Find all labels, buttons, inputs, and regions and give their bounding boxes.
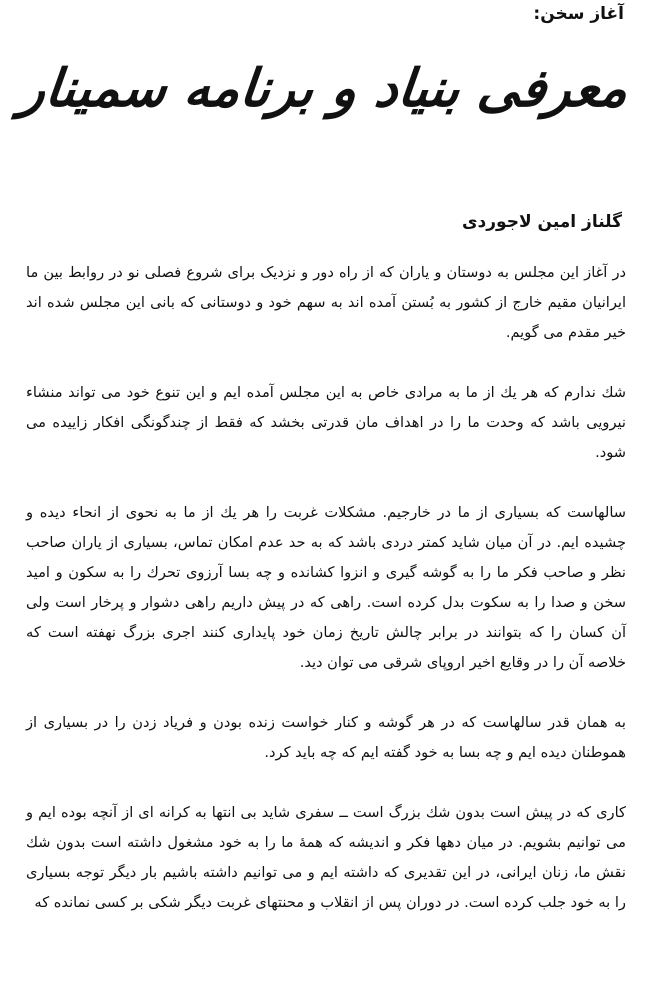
paragraph-2: شك ندارم که هر یك از ما به مرادی خاص به این مجلس آمده ایم و این تنوع خود می تواند منشاء نیرویی باشد که وحدت ما را در اهداف مان قدرتی بخشد که فقط از چندگونگی افکار زاییده می شود. (26, 384, 626, 461)
author-name: گلناز امین لاجوردی (461, 212, 622, 232)
paragraph-3: سالهاست که بسیاری از ما در خارجیم. مشکلات غربت را هر یك از ما به نحوی از انحاء دیده و چشیده ایم. در آن میان شاید کمتر دردی باشد که به حد عدم امکان تماس، بسیاری از یاران صاحب نظر و صاحب فکر ما را به گوشه گیری و انزوا کشانده و چه بسا آرزوی تحرك را به سکون و امید سخن و صدا را به سکوت بدل کرده است. راهی که در پیش داریم راهی دشوار و پرخار است ولی آن کسان را که بتوانند در برابر چالش تاریخ زمان خود پایداری کنند اجری بزرگ نهفته است که خلاصه آن را در وقایع اخیر اروپای شرقی می توان دید. (26, 504, 626, 671)
paragraph-5: کاری که در پیش است بدون شك بزرگ است ــ سفری شاید بی انتها به کرانه ای از آنچه بوده ایم و می توانیم بشویم. در میان دهها فکر و اندیشه که همهٔ ما را به خود مشغول داشته است بدون شك نقش ما، زنان ایرانی، در این تقدیری که داشته ایم و می توانیم داشته باشیم بار دیگر توجه بسیاری را به خود جلب کرده است. در دوران پس از انقلاب و محنتهای غربت دیگر شکی بر کسی نمانده که (26, 804, 626, 911)
paragraph-4: به همان قدر سالهاست که در هر گوشه و کنار خواست زنده بودن و فریاد زدن را در بسیاری از هموطنان دیده ایم و چه بسا به خود گفته ایم که چه باید کرد. (26, 714, 626, 761)
paragraph-1: در آغاز این مجلس به دوستان و یاران که از راه دور و نزدیک برای شروع فصلی نو در روابط بین ما ایرانیان مقیم خارج از کشور به بُستن آمده اند به سهم خود و دوستانی که بانی این مجلس شده اند خیر مقدم می گویم. (26, 264, 626, 341)
page-title: معرفی بنیاد و برنامه سمینار (17, 58, 631, 119)
section-kicker: آغاز سخن: (533, 4, 624, 24)
body-text (26, 258, 626, 948)
